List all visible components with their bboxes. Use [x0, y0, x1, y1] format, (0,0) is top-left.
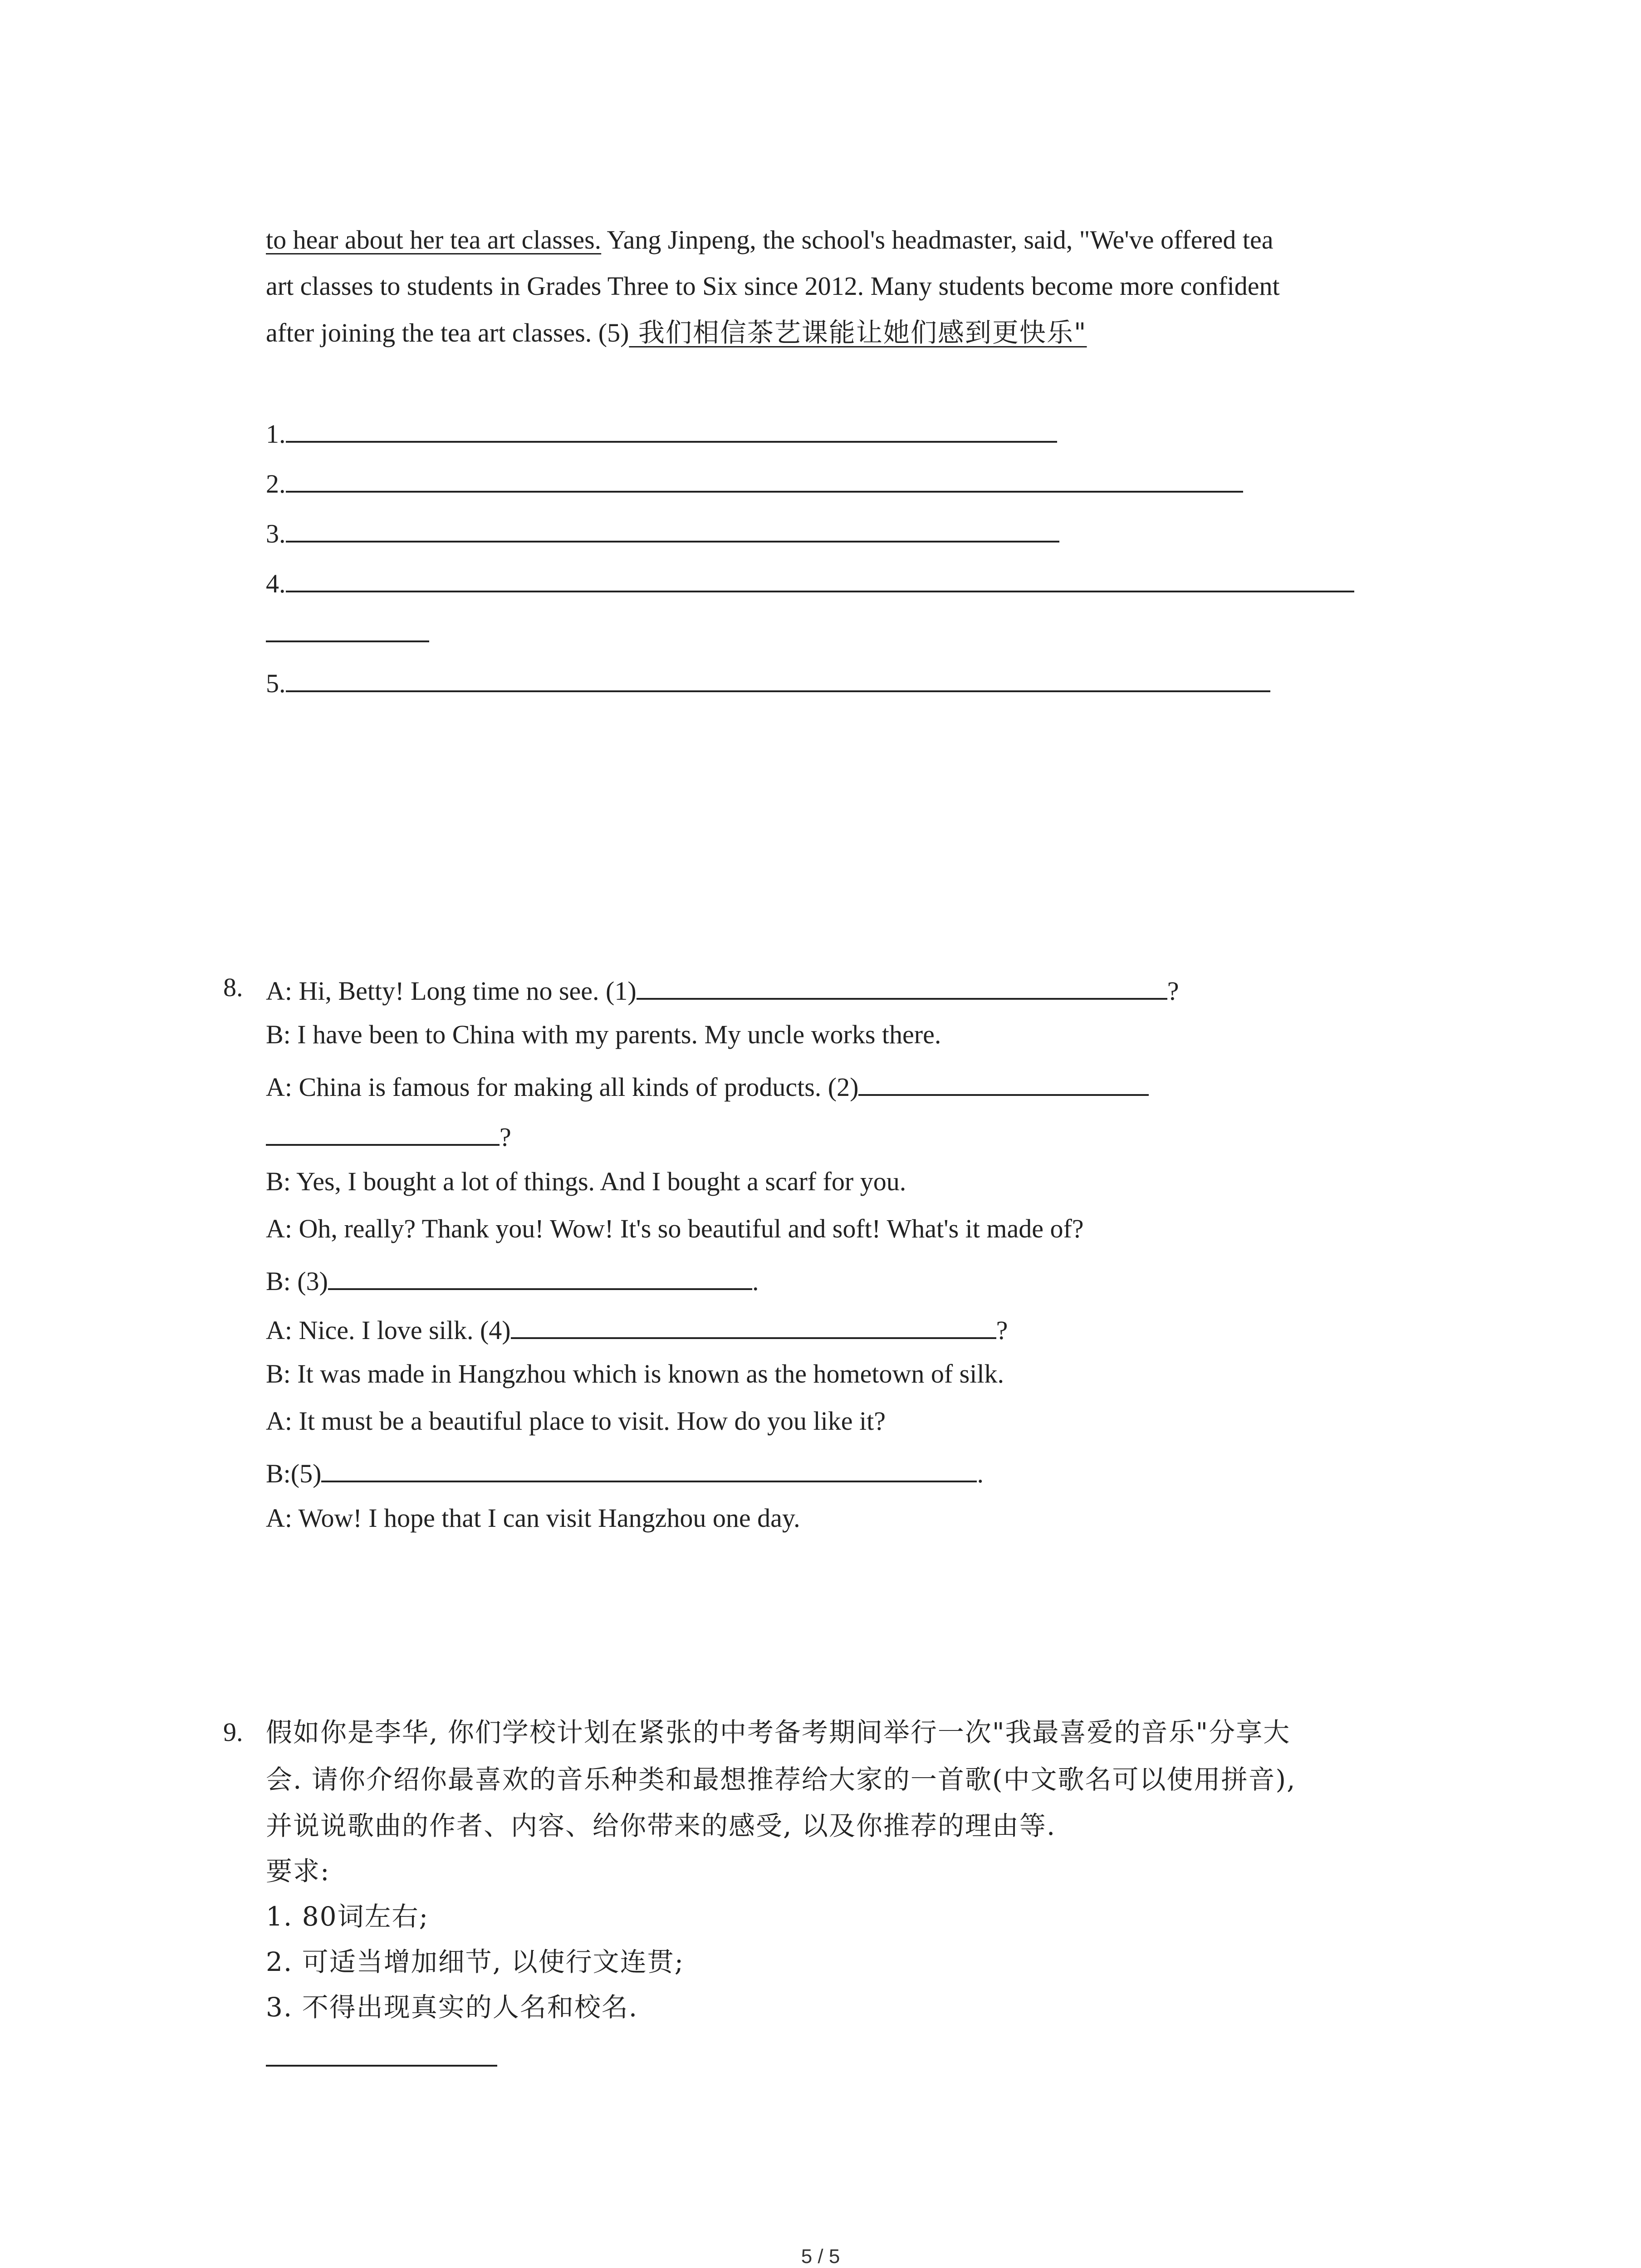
passage-text: after joining the tea art classes. (5) [266, 318, 629, 347]
answer-line-3 [266, 517, 1059, 547]
translation-prompt: 我们相信茶艺课能让她们感到更快乐" [629, 317, 1087, 348]
writing-prompt-line-2: 会. 请你介绍你最喜欢的音乐种类和最想推荐给大家的一首歌(中文歌名可以使用拼音), [266, 1764, 1296, 1795]
page-number: 5 / 5 [801, 2245, 840, 2268]
dialogue-line-12: A: Wow! I hope that I can visit Hangzhou one day. [266, 1503, 800, 1533]
dialogue-text: B:(5) [266, 1459, 322, 1489]
requirement-1: 1. 80词左右; [266, 1901, 429, 1932]
dialogue-line-3 [266, 1070, 1149, 1100]
passage-line-2: art classes to students in Grades Three to Six since 2012. Many students become more confident [266, 271, 1280, 301]
punctuation: ? [1167, 976, 1179, 1006]
answer-number: 1. [266, 419, 286, 449]
question-number-9: 9. [223, 1717, 243, 1747]
dialogue-text: A: Nice. I love silk. (4) [266, 1315, 511, 1345]
punctuation: . [977, 1459, 984, 1489]
passage-line-3 [266, 319, 1087, 346]
answer-number: 5. [266, 669, 286, 699]
answer-blank-4-continued[interactable] [266, 617, 429, 642]
passage-text: Yang Jinpeng, the school's headmaster, said, "We've offered tea [601, 225, 1274, 254]
punctuation: ? [500, 1122, 511, 1152]
answer-line-5 [266, 667, 1270, 697]
dialogue-line-4 [266, 1120, 511, 1150]
dialogue-blank-2-continued[interactable] [266, 1120, 500, 1146]
requirement-2: 2. 可适当增加细节, 以使行文连贯; [266, 1946, 685, 1977]
dialogue-text: A: China is famous for making all kinds of products. (2) [266, 1072, 859, 1102]
dialogue-line-1 [266, 974, 1179, 1004]
writing-prompt-line-3: 并说说歌曲的作者、内容、给你带来的感受, 以及你推荐的理由等. [266, 1810, 1056, 1841]
writing-answer-line [266, 2041, 497, 2071]
answer-line-1 [266, 417, 1057, 447]
writing-prompt-line-1: 假如你是李华, 你们学校计划在紧张的中考备考期间举行一次"我最喜爱的音乐"分享大 [266, 1717, 1291, 1748]
answer-line-4 [266, 567, 1354, 597]
dialogue-text: B: (3) [266, 1266, 328, 1296]
passage-line-1 [266, 227, 1273, 253]
answer-number: 4. [266, 569, 286, 599]
answer-blank-1[interactable] [286, 417, 1057, 443]
requirements-heading: 要求: [266, 1856, 330, 1887]
passage-underlined-text: to hear about her tea art classes. [266, 225, 602, 254]
answer-line-2 [266, 467, 1243, 497]
answer-number: 2. [266, 469, 286, 499]
dialogue-line-11 [266, 1457, 984, 1487]
answer-blank-4[interactable] [286, 567, 1354, 592]
answer-blank-3[interactable] [286, 517, 1059, 543]
question-number-8: 8. [223, 973, 243, 1002]
writing-answer-blank[interactable] [266, 2041, 497, 2067]
dialogue-blank-5[interactable] [321, 1457, 977, 1482]
dialogue-text: A: Hi, Betty! Long time no see. (1) [266, 976, 637, 1006]
dialogue-line-6: A: Oh, really? Thank you! Wow! It's so beautiful and soft! What's it made of? [266, 1214, 1084, 1243]
answer-number: 3. [266, 519, 286, 549]
dialogue-line-9: B: It was made in Hangzhou which is known as the hometown of silk. [266, 1359, 1004, 1388]
requirement-3: 3. 不得出现真实的人名和校名. [266, 1992, 638, 2023]
answer-line-4-cont [266, 617, 429, 647]
dialogue-line-8 [266, 1314, 1008, 1344]
dialogue-line-7 [266, 1265, 759, 1295]
answer-blank-2[interactable] [286, 467, 1243, 493]
dialogue-blank-2[interactable] [858, 1070, 1149, 1096]
dialogue-line-10: A: It must be a beautiful place to visit. How do you like it? [266, 1406, 886, 1436]
dialogue-blank-4[interactable] [511, 1314, 996, 1339]
dialogue-blank-3[interactable] [328, 1265, 752, 1290]
punctuation: . [752, 1266, 759, 1296]
punctuation: ? [996, 1315, 1008, 1345]
dialogue-line-5: B: Yes, I bought a lot of things. And I bought a scarf for you. [266, 1167, 906, 1196]
answer-blank-5[interactable] [286, 667, 1270, 692]
dialogue-line-2: B: I have been to China with my parents. My uncle works there. [266, 1020, 941, 1049]
dialogue-blank-1[interactable] [637, 974, 1167, 1000]
